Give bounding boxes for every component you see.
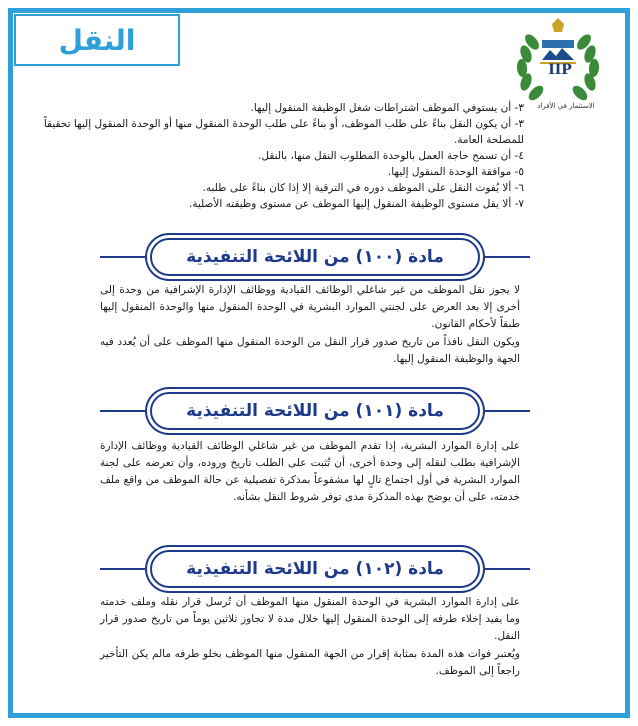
logo-tagline: الاستثمار في الأفراد [537, 102, 595, 110]
list-item: ٣- أن يستوفي الموظف اشتراطات شغل الوظيفة المنقول إليها. [250, 102, 524, 114]
paragraph: على إدارة الموارد البشرية، إذا تقدم الموظف من غير شاغلي الوظائف القيادية ووظائف الإدارة الإشرافية بطلب لنقله إلى وحدة أخرى، أن تُثبت على الطلب تاريخ وروده، وأن تعرضه على لجنة الموارد البشرية في أول اجتماع تالٍ لها مشفوعاً بمذكرة تفصيلية عن حالة الموظف من واقع ملف خدمته، على أن يوضح بهذه المذكرة مدى توفر شروط النقل بشأنه. [100, 440, 520, 503]
section-body-100 [100, 282, 520, 369]
section-divider-left [100, 568, 150, 570]
paragraph: ويكون النقل نافذاً من تاريخ صدور قرار النقل من الوحدة المنقول منها الموظف على أن يُعدد فيه الجهة والوظيفة المنقول إليها. [100, 336, 520, 365]
conditions-list [36, 100, 524, 212]
paragraph: على إدارة الموارد البشرية في الوحدة المنقول منها الموظف أن تُرسل قرار نقله وملف خدمته وما يفيد إخلاء طرفه إلى الوحدة المنقول إليها خلال مدة لا تجاوز ثلاثين يوماً من تاريخ صدور قرار النقل. [100, 596, 520, 642]
section-heading-102: مادة (١٠٢) من اللائحة التنفيذية [150, 550, 480, 588]
list-item: ٤- أن تسمح حاجة العمل بالوحدة المطلوب النقل منها، بالنقل. [258, 150, 524, 162]
section-divider-right [480, 256, 530, 258]
logo-emblem [512, 14, 604, 106]
section-heading-101: مادة (١٠١) من اللائحة التنفيذية [150, 392, 480, 430]
section-divider-right [480, 410, 530, 412]
page-title: النقل [58, 23, 136, 57]
list-item: ٥- موافقة الوحدة المنقول إليها. [387, 166, 524, 178]
section-heading-100: مادة (١٠٠) من اللائحة التنفيذية [150, 238, 480, 276]
section-divider-right [480, 568, 530, 570]
list-item: ٣- أن يكون النقل بناءً على طلب الموظف، أو بناءً على طلب الوحدة المنقول منها أو الوحدة المنقول إليها تحقيقاً للمصلحة العامة. [43, 118, 524, 146]
list-item: ٧- ألا يقل مستوى الوظيفة المنقول إليها الموظف عن مستوى وظيفته الأصلية. [188, 198, 524, 210]
title-box [14, 14, 180, 66]
paragraph: لا يجوز نقل الموظف من غير شاغلي الوظائف القيادية ووظائف الإدارة الإشرافية من وحدة إلى أخرى إلا بعد العرض على لجنتي الموارد البشرية في الوحدة المنقول منها والوحدة المنقول إليها طبقاً لأحكام القانون. [100, 284, 520, 330]
section-divider-left [100, 410, 150, 412]
paragraph: ويُعتبر فوات هذه المدة بمثابة إقرار من الجهة المنقول منها الموظف بخلو طرفه مالم يكن التأخير راجعاً إلى الموظف. [100, 648, 520, 677]
section-body-102 [100, 594, 520, 681]
section-divider-left [100, 256, 150, 258]
list-item: ٦- ألا يُفوت النقل على الموظف دوره في الترقية إلا إذا كان بناءً على طلبه. [202, 182, 524, 194]
logo-text: IIP [548, 62, 572, 78]
section-body-101 [100, 438, 520, 507]
